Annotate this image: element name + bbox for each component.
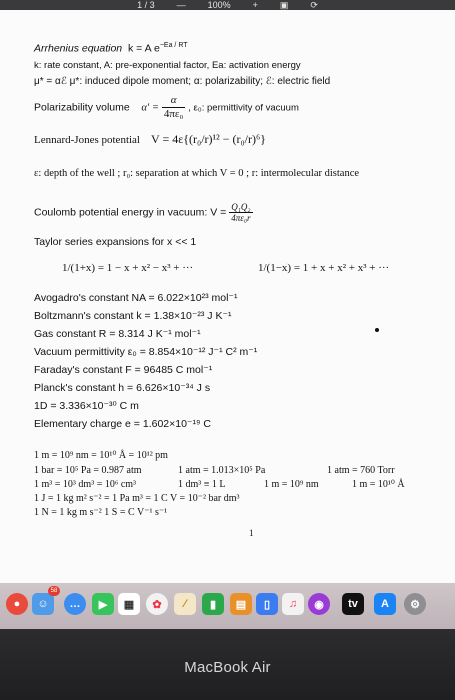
polarizability-numerator: α	[162, 94, 186, 108]
page-indicator: 1 / 3	[137, 0, 155, 10]
notification-badge: 58	[48, 586, 60, 596]
dipole-line: μ* = αℰ μ*: induced dipole moment; α: polarizability; ℰ: electric field	[34, 76, 331, 87]
force-siemens-conversion: 1 N = 1 kg m s⁻² 1 S = C V⁻¹ s⁻¹	[34, 507, 168, 518]
rotate-icon[interactable]: ⟳	[310, 0, 318, 10]
sidebar-icon[interactable]: ▣	[279, 0, 289, 10]
atm-torr-conversion: 1 atm = 760 Torr	[327, 465, 395, 476]
mac-dock	[0, 583, 455, 629]
energy-conversion: 1 J = 1 kg m² s⁻² = 1 Pa m³ = 1 C V = 10⁻² bar dm³	[34, 493, 240, 504]
rate-definitions: k: rate constant, A: pre-exponential factor, Ea: activation energy	[34, 60, 301, 71]
zoom-out-button[interactable]: —	[176, 0, 186, 10]
permittivity-note: , ε₀: permittivity of vacuum	[188, 102, 299, 114]
settings-gear-icon[interactable]: ⚙	[404, 593, 426, 615]
coulomb-label: Coulomb potential energy in vacuum: V =	[34, 206, 227, 219]
app-store-icon[interactable]: A	[374, 593, 396, 615]
faraday-constant: Faraday's constant F = 96485 C mol⁻¹	[34, 364, 213, 376]
arrhenius-exponent: −Ea / RT	[159, 42, 188, 49]
debye-conversion: 1D = 3.336×10⁻³⁰ C m	[34, 400, 139, 412]
polarizability-fraction	[162, 94, 186, 121]
apple-tv-label: tv	[348, 598, 358, 610]
vacuum-permittivity: Vacuum permittivity ε₀ = 8.854×10⁻¹² J⁻¹ C² m⁻¹	[34, 346, 258, 358]
lennard-jones-definitions: ε: depth of the well ; r₀: separation at which V = 0 ; r: intermolecular distance	[34, 168, 360, 179]
numbers-icon[interactable]: ▮	[202, 593, 224, 615]
bar-conversion: 1 bar = 10⁵ Pa = 0.987 atm	[34, 465, 142, 476]
cursor-dot	[375, 328, 379, 332]
arrhenius-line	[34, 42, 188, 55]
finder-icon[interactable]: ☺	[32, 593, 54, 615]
pdf-toolbar	[0, 0, 455, 10]
coulomb-line	[34, 202, 253, 223]
polarizability-line	[34, 94, 299, 121]
elementary-charge: Elementary charge e = 1.602×10⁻¹⁹ C	[34, 418, 211, 430]
lennard-jones-line	[34, 132, 266, 147]
volume-conversion: 1 m³ = 10³ dm³ = 10⁶ cm³	[34, 479, 137, 490]
taylor-expansion-a: 1/(1+x) = 1 − x + x² − x³ + ···	[62, 262, 194, 274]
coulomb-fraction	[229, 202, 252, 223]
polarizability-lhs: α′ =	[141, 102, 159, 114]
messages-icon[interactable]: …	[64, 593, 86, 615]
polarizability-denominator: 4πε₀	[163, 108, 184, 120]
pages-icon[interactable]: ▤	[230, 593, 252, 615]
coulomb-denominator: 4πε₀r	[231, 213, 251, 223]
red-app-icon[interactable]: ●	[6, 593, 28, 615]
document-page	[0, 10, 455, 583]
polarizability-label: Polarizability volume	[34, 101, 130, 114]
litre-conversion: 1 dm³ ≡ 1 L	[178, 479, 226, 490]
avogadro-constant: Avogadro's constant NA = 6.022×10²³ mol⁻¹	[34, 292, 238, 304]
gas-constant: Gas constant R = 8.314 J K⁻¹ mol⁻¹	[34, 328, 201, 340]
lennard-jones-label: Lennard-Jones potential	[34, 134, 140, 146]
calendar-icon[interactable]: ▦	[118, 593, 140, 615]
planck-constant: Planck's constant h = 6.626×10⁻³⁴ J s	[34, 382, 211, 394]
facetime-icon[interactable]: ▶	[92, 593, 114, 615]
page-number: 1	[249, 528, 254, 538]
apple-tv-icon[interactable]	[342, 593, 364, 615]
zoom-in-button[interactable]: +	[252, 0, 258, 10]
nm-conversion: 1 m = 10⁹ nm	[264, 479, 319, 490]
atm-pa-conversion: 1 atm = 1.013×10⁵ Pa	[178, 465, 266, 476]
taylor-expansion-b: 1/(1−x) = 1 + x + x² + x³ + ···	[258, 262, 390, 274]
podcasts-icon[interactable]: ◉	[308, 593, 330, 615]
coulomb-numerator: Q₁Q₂	[231, 202, 251, 212]
photos-icon[interactable]: ✿	[146, 593, 168, 615]
arrhenius-equation: k = A e	[128, 42, 160, 55]
music-icon[interactable]: ♫	[282, 593, 304, 615]
arrhenius-label: Arrhenius equation	[34, 42, 123, 55]
angstrom-conversion: 1 m = 10¹⁰ Å	[352, 479, 405, 490]
freeform-icon[interactable]: ∕	[174, 593, 196, 615]
length-conversion: 1 m = 10⁹ nm = 10¹⁰ Å = 10¹² pm	[34, 450, 168, 461]
keynote-icon[interactable]: ▯	[256, 593, 278, 615]
boltzmann-constant: Boltzmann's constant k = 1.38×10⁻²³ J K⁻¹	[34, 310, 232, 322]
lennard-jones-equation: V = 4ε{(r₀/r)¹² − (r₀/r)⁶}	[151, 132, 266, 146]
brand-label: MacBook Air	[184, 659, 271, 676]
laptop-bezel	[0, 629, 455, 700]
taylor-label: Taylor series expansions for x << 1	[34, 236, 197, 248]
zoom-level[interactable]: 100%	[207, 0, 231, 10]
